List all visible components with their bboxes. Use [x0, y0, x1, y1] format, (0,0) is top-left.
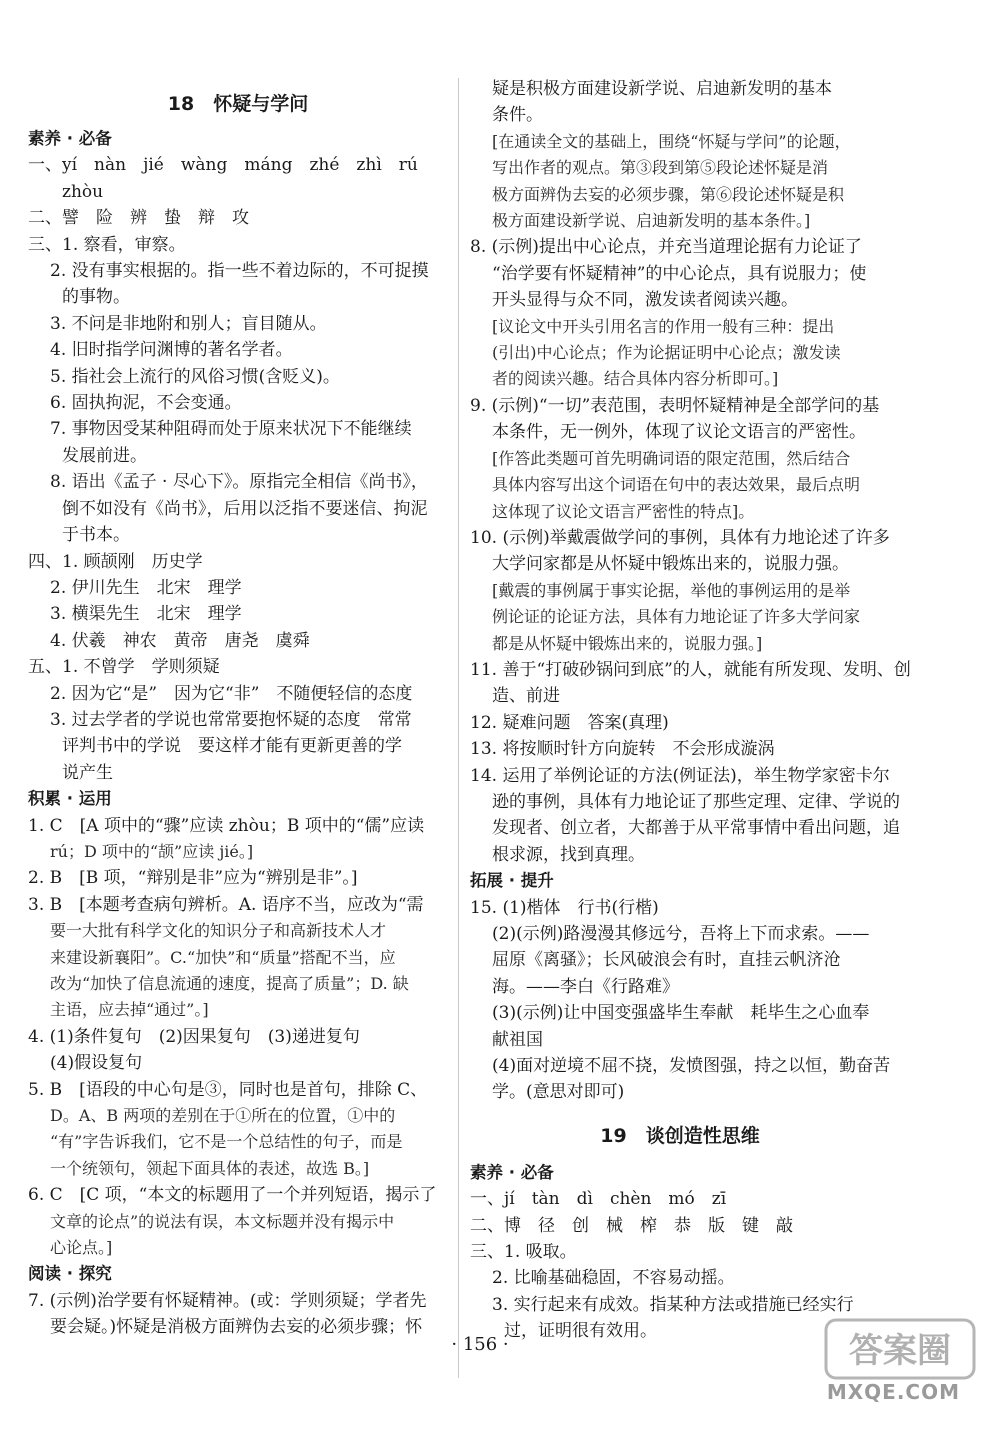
answer-line: 海。——李白《行路难》: [492, 976, 679, 997]
answer-line: 于书本。: [62, 525, 130, 546]
answer-line: 三、1. 察看，审察。: [28, 234, 186, 255]
answer-line: 过，证明很有效用。: [504, 1321, 657, 1342]
answer-line: 屈原《离骚》；长风破浪会有时，直挂云帆济沧: [492, 950, 841, 971]
answer-line: 13. 将按顺时针方向旋转 不会形成漩涡: [470, 739, 775, 760]
answer-line: 5. 指社会上流行的风俗习惯(含贬义)。: [50, 366, 340, 387]
answer-line: 者的阅读兴趣。结合具体内容分析即可。]: [492, 369, 779, 389]
answer-line: D。A、B 两项的差别在于①所在的位置，①中的: [50, 1106, 396, 1126]
answer-line: (引出)中心论点；作为论据证明中心论点；激发读: [492, 343, 841, 363]
answer-line: 一、yí nàn jié wàng máng zhé zhì rú: [28, 155, 418, 176]
answer-line: 5. B [语段的中心句是③，同时也是首句，排除 C、: [28, 1079, 428, 1100]
answer-line: (4)面对逆境不屈不挠，发愤图强，持之以恒，勤奋苦: [492, 1056, 891, 1077]
answer-line: 根求源，找到真理。: [492, 844, 645, 865]
answer-line: 这体现了议论文语言严密性的特点]。: [492, 501, 755, 521]
answer-line: (2)(示例)路漫漫其修远兮，吾将上下而求索。——: [492, 924, 870, 944]
answer-line: 11. 善于“打破砂锅问到底”的人，就能有所发现、发明、创: [470, 659, 911, 680]
answer-line: 一、jí tàn dì chèn mó zī: [470, 1189, 727, 1210]
answer-line: 的事物。: [62, 287, 130, 308]
answer-line: 8. 语出《孟子 · 尽心下》。原指完全相信《尚书》，: [50, 472, 428, 493]
answer-line: 14. 运用了举例论证的方法(例证法)，举生物学家密卡尔: [470, 765, 890, 786]
answer-line: 说产生: [62, 762, 113, 783]
answer-line: 文章的论点”的说法有误，本文标题并没有揭示中: [50, 1211, 395, 1231]
answer-line: 大学问家都是从怀疑中锻炼出来的，说服力强。: [492, 554, 849, 575]
answer-line: (4)假设复句: [50, 1053, 143, 1074]
svg-text:答案圈: 答案圈: [849, 1331, 951, 1371]
watermark-logo: [814, 1312, 982, 1408]
answer-line: (3)(示例)让中国变强盛毕生奉献 耗毕生之心血奉: [492, 1003, 870, 1024]
answer-line: 发展前进。: [62, 445, 147, 466]
answer-line: 8. (示例)提出中心论点，并充当道理论据有力论证了: [470, 237, 862, 258]
answer-line: 15. (1)楷体 行书(行楷): [470, 897, 659, 918]
right-answer-lines: [470, 76, 911, 1106]
answer-line: 2. 伊川先生 北宋 理学: [50, 577, 242, 598]
answer-line: 3. 过去学者的学说也常常要抱怀疑的态度 常常: [50, 709, 412, 730]
answer-line: 条件。: [492, 105, 543, 126]
answer-line: 逊的事例，具体有力地论证了那些定理、定律、学说的: [492, 791, 900, 812]
answer-line: 3. 实行起来有成效。指某种方法或措施已经实行: [492, 1294, 854, 1315]
answer-line: 例论证的论证方法，具体有力地论证了许多大学问家: [492, 607, 861, 627]
answer-line: 学。(意思对即可): [492, 1082, 625, 1103]
answer-line: 极方面建设新学说、启迪新发明的基本条件。]: [492, 211, 811, 231]
page-number: · 156 ·: [451, 1334, 509, 1355]
answer-line: [作答此类题可首先明确词语的限定范围，然后结合: [492, 448, 851, 468]
answer-line: 4. 旧时指学问渊博的著名学者。: [50, 340, 293, 361]
answer-line: 10. (示例)举戴震做学问的事例，具体有力地论述了许多: [470, 527, 890, 548]
answer-line: 心论点。]: [50, 1238, 113, 1258]
answer-line: 要一大批有科学文化的知识分子和高新技术人才: [50, 921, 387, 941]
answer-line: 倒不如没有《尚书》，后用以泛指不要迷信、拘泥: [62, 498, 428, 519]
section-heading: 阅读 · 探究: [28, 1264, 112, 1284]
answer-line: 4. (1)条件复句 (2)因果复句 (3)递进复句: [28, 1026, 360, 1047]
answer-line: 3. 横渠先生 北宋 理学: [50, 604, 242, 625]
answer-line: 都是从怀疑中锻炼出来的，说服力强。]: [492, 633, 763, 653]
answer-line: 6. 固执拘泥，不会变通。: [50, 393, 242, 414]
answer-line: 6. C [C 项，“本文的标题用了一个并列短语，揭示了: [28, 1185, 437, 1206]
answer-line: 二、譬 险 辨 蛰 辩 攻: [28, 208, 249, 229]
answer-line: 2. 没有事实根据的。指一些不着边际的，不可捉摸: [50, 261, 429, 282]
answer-line: rú；D 项中的“颉”应读 jié。]: [50, 841, 254, 861]
watermark-url: MXQE.COM: [826, 1380, 960, 1404]
answer-line: 写出作者的观点。第③段到第⑤段论述怀疑是消: [492, 158, 829, 178]
answer-line: 12. 疑难问题 答案(真理): [470, 712, 669, 733]
answer-line: 9. (示例)“一切”表范围，表明怀疑精神是全部学问的基: [470, 395, 880, 416]
answer-line: [在通读全文的基础上，围绕“怀疑与学问”的论题，: [492, 131, 851, 151]
answer-line: 1. C [A 项中的“骤”应读 zhòu；B 项中的“儒”应读: [28, 815, 425, 836]
answer-line: 3. 不问是非地附和别人；盲目随从。: [50, 313, 327, 334]
answer-line: 四、1. 顾颉刚 历史学: [28, 551, 203, 572]
section-heading: 积累 · 运用: [28, 789, 112, 809]
answer-line: 献祖国: [492, 1029, 543, 1050]
answer-line: 发现者、创立者，大都善于从平常事情中看出问题，追: [492, 818, 900, 839]
answer-line: 主语，应去掉“通过”。]: [50, 1000, 209, 1020]
answer-line: 2. 因为它“是” 因为它“非” 不随便轻信的态度: [50, 683, 413, 704]
answer-line: 2. B [B 项，“辩别是非”应为“辨别是非”。]: [28, 868, 358, 889]
section-heading: 素养 · 必备: [470, 1162, 554, 1182]
left-column: [28, 86, 448, 1341]
answer-line: 7. (示例)治学要有怀疑精神。(或：学则须疑；学者先: [28, 1290, 427, 1311]
lesson-19-title: 19 谈创造性思维: [600, 1124, 760, 1147]
answer-line: “治学要有怀疑精神”的中心论点，具有说服力；使: [492, 263, 867, 284]
answer-line: 五、1. 不曾学 学则须疑: [28, 657, 220, 678]
answer-line: 3. B [本题考查病句辨析。A. 语序不当，应改为“需: [28, 894, 424, 915]
answer-line: 改为“加快了信息流通的速度，提高了质量”；D. 缺: [50, 974, 409, 993]
answer-line: 2. 比喻基础稳固，不容易动摇。: [492, 1268, 735, 1289]
answer-line: 本条件，无一例外，体现了议论文语言的严密性。: [492, 422, 866, 443]
answer-line: [议论文中开头引用名言的作用一般有三种：提出: [492, 316, 835, 336]
answer-line: 来建设新襄阳”。C.“加快”和“质量”搭配不当，应: [50, 947, 396, 967]
answer-line: 开头显得与众不同，激发读者阅读兴趣。: [492, 290, 798, 311]
answer-line: 疑是积极方面建设新学说、启迪新发明的基本: [492, 79, 832, 99]
answer-line: 一个统领句，领起下面具体的表述，故选 B。]: [50, 1158, 370, 1178]
answer-line: 要会疑。)怀疑是消极方面辨伪去妄的必须步骤；怀: [50, 1317, 423, 1338]
section-heading: 素养 · 必备: [28, 129, 112, 148]
answer-line: [戴震的事例属于事实论据，举他的事例运用的是举: [492, 580, 851, 600]
column-divider: [458, 78, 459, 1378]
answer-line: zhòu: [62, 181, 104, 202]
answer-line: 造、前进: [492, 686, 560, 707]
answer-line: 三、1. 吸取。: [470, 1242, 577, 1263]
section-heading: 拓展 · 提升: [470, 871, 554, 891]
answer-line: 具体内容写出这个词语在句中的表达效果，最后点明: [492, 475, 861, 495]
answer-line: 4. 伏羲 神农 黄帝 唐尧 虞舜: [50, 630, 310, 651]
answer-line: 极方面辨伪去妄的必须步骤，第⑥段论述怀疑是积: [492, 184, 845, 204]
lesson-18-title: 18 怀疑与学问: [167, 93, 309, 115]
answer-line: 评判书中的学说 要这样才能有更新更善的学: [62, 736, 402, 757]
answer-line: 7. 事物因受某种阻碍而处于原来状况下不能继续: [50, 419, 412, 440]
answer-line: “有”字告诉我们，它不是一个总结性的句子，而是: [50, 1132, 403, 1152]
right-column: [470, 76, 911, 1345]
left-answer-lines: [28, 126, 448, 1341]
answer-line: 二、博 径 创 械 榨 恭 版 键 敲: [470, 1215, 793, 1236]
